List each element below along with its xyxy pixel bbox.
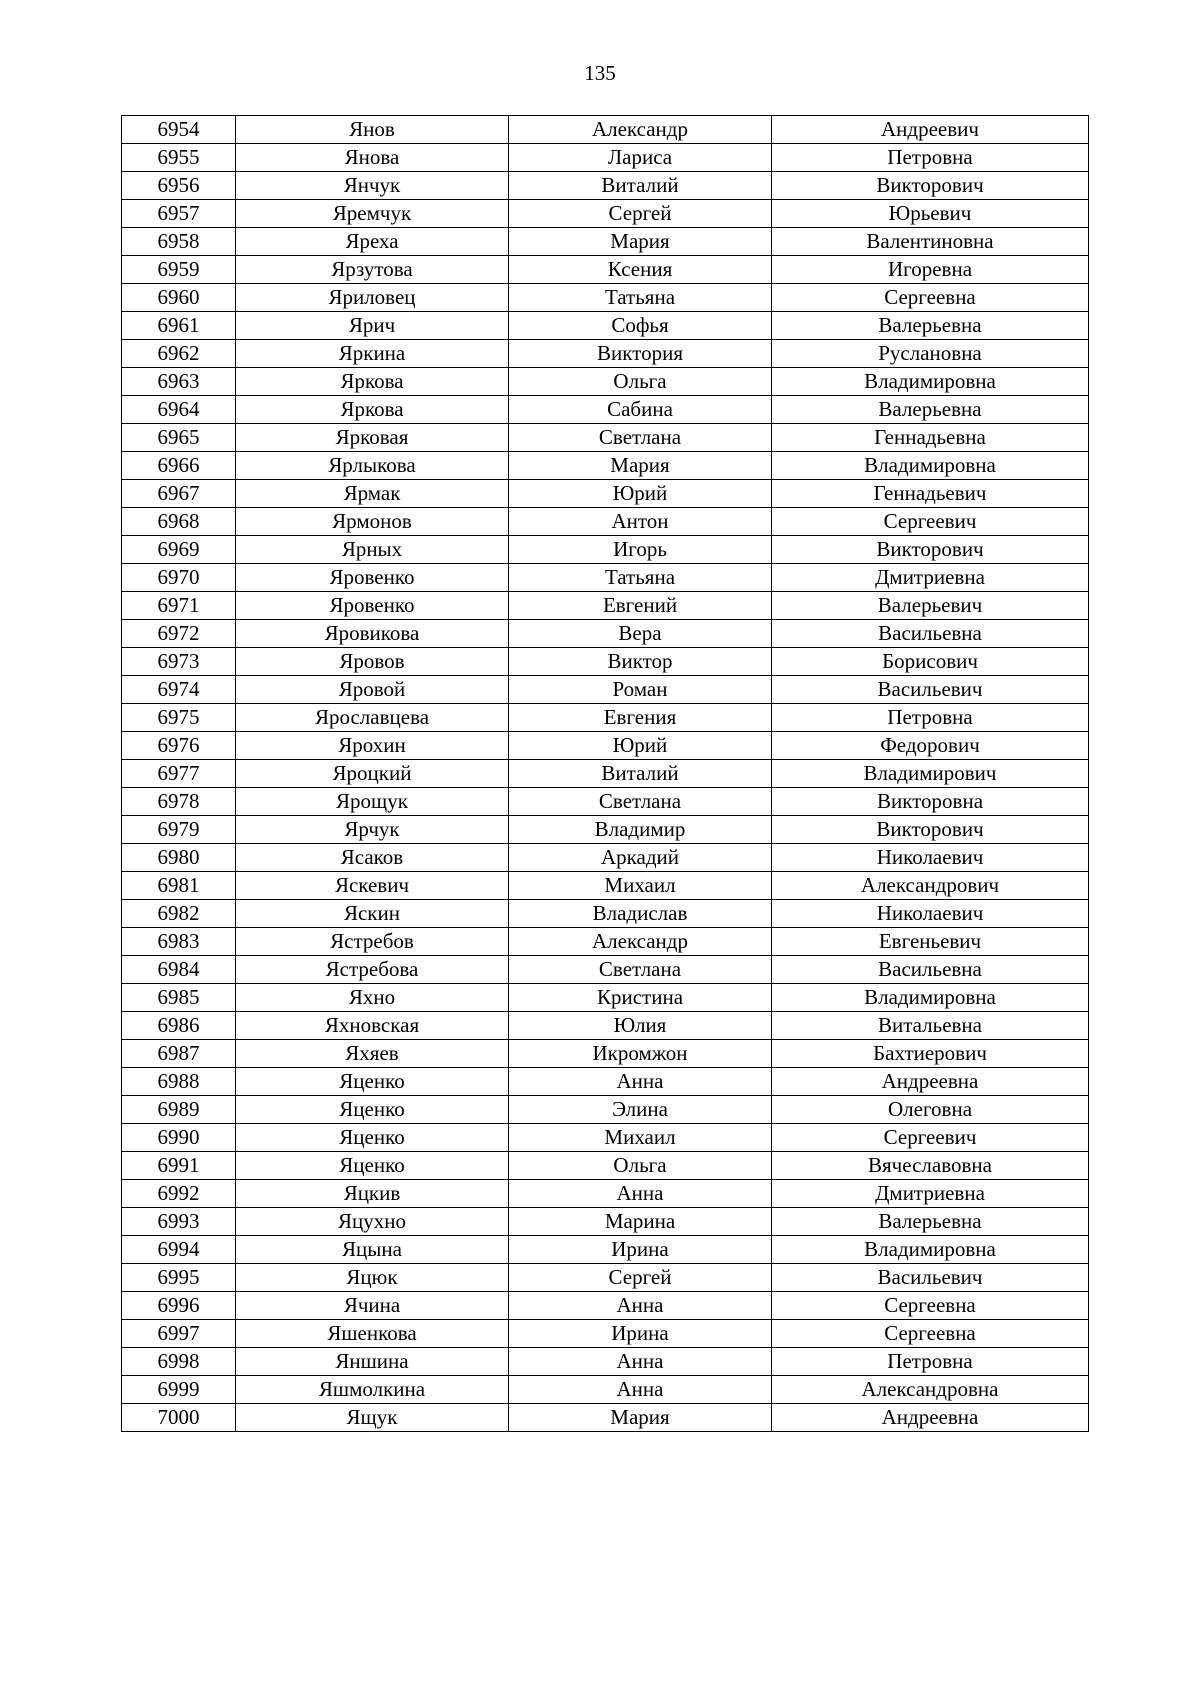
patronymic-cell: Дмитриевна — [772, 564, 1089, 592]
row-number-cell: 6990 — [122, 1124, 236, 1152]
last-name-cell: Яремчук — [236, 200, 509, 228]
patronymic-cell: Викторовна — [772, 788, 1089, 816]
last-name-cell: Яцына — [236, 1236, 509, 1264]
row-number-cell: 6976 — [122, 732, 236, 760]
patronymic-cell: Витальевна — [772, 1012, 1089, 1040]
first-name-cell: Мария — [509, 228, 772, 256]
first-name-cell: Виталий — [509, 172, 772, 200]
patronymic-cell: Андреевна — [772, 1068, 1089, 1096]
first-name-cell: Сергей — [509, 200, 772, 228]
first-name-cell: Светлана — [509, 424, 772, 452]
page-number: 135 — [584, 61, 616, 85]
first-name-cell: Анна — [509, 1068, 772, 1096]
patronymic-cell: Евгеньевич — [772, 928, 1089, 956]
first-name-cell: Анна — [509, 1180, 772, 1208]
table-row — [122, 172, 1089, 200]
first-name-cell: Ксения — [509, 256, 772, 284]
first-name-cell: Роман — [509, 676, 772, 704]
last-name-cell: Янова — [236, 144, 509, 172]
row-number-cell: 6970 — [122, 564, 236, 592]
last-name-cell: Ярзутова — [236, 256, 509, 284]
table-row — [122, 844, 1089, 872]
table-row — [122, 1264, 1089, 1292]
last-name-cell: Яреха — [236, 228, 509, 256]
patronymic-cell: Геннадьевна — [772, 424, 1089, 452]
table-row — [122, 648, 1089, 676]
first-name-cell: Кристина — [509, 984, 772, 1012]
last-name-cell: Яхяев — [236, 1040, 509, 1068]
roster-table-body — [122, 116, 1089, 1432]
row-number-cell: 6986 — [122, 1012, 236, 1040]
table-row — [122, 1180, 1089, 1208]
patronymic-cell: Петровна — [772, 144, 1089, 172]
patronymic-cell: Валентиновна — [772, 228, 1089, 256]
last-name-cell: Ярохин — [236, 732, 509, 760]
table-row — [122, 1096, 1089, 1124]
row-number-cell: 6999 — [122, 1376, 236, 1404]
first-name-cell: Светлана — [509, 788, 772, 816]
table-row — [122, 508, 1089, 536]
first-name-cell: Виталий — [509, 760, 772, 788]
patronymic-cell: Васильевич — [772, 1264, 1089, 1292]
first-name-cell: Ирина — [509, 1320, 772, 1348]
row-number-cell: 6973 — [122, 648, 236, 676]
table-row — [122, 116, 1089, 144]
first-name-cell: Евгения — [509, 704, 772, 732]
table-row — [122, 704, 1089, 732]
row-number-cell: 6996 — [122, 1292, 236, 1320]
row-number-cell: 6988 — [122, 1068, 236, 1096]
last-name-cell: Ярославцева — [236, 704, 509, 732]
last-name-cell: Яскин — [236, 900, 509, 928]
first-name-cell: Татьяна — [509, 284, 772, 312]
row-number-cell: 6975 — [122, 704, 236, 732]
first-name-cell: Антон — [509, 508, 772, 536]
first-name-cell: Ирина — [509, 1236, 772, 1264]
table-row — [122, 984, 1089, 1012]
row-number-cell: 6966 — [122, 452, 236, 480]
first-name-cell: Ольга — [509, 368, 772, 396]
first-name-cell: Софья — [509, 312, 772, 340]
last-name-cell: Ясаков — [236, 844, 509, 872]
last-name-cell: Яцкив — [236, 1180, 509, 1208]
last-name-cell: Ярич — [236, 312, 509, 340]
row-number-cell: 6997 — [122, 1320, 236, 1348]
last-name-cell: Ярковая — [236, 424, 509, 452]
patronymic-cell: Владимировна — [772, 1236, 1089, 1264]
first-name-cell: Владислав — [509, 900, 772, 928]
patronymic-cell: Николаевич — [772, 844, 1089, 872]
last-name-cell: Яценко — [236, 1124, 509, 1152]
patronymic-cell: Васильевич — [772, 676, 1089, 704]
last-name-cell: Ярмак — [236, 480, 509, 508]
table-row — [122, 396, 1089, 424]
first-name-cell: Виктор — [509, 648, 772, 676]
first-name-cell: Юлия — [509, 1012, 772, 1040]
row-number-cell: 6968 — [122, 508, 236, 536]
first-name-cell: Александр — [509, 116, 772, 144]
first-name-cell: Юрий — [509, 732, 772, 760]
table-row — [122, 200, 1089, 228]
last-name-cell: Ящук — [236, 1404, 509, 1432]
table-row — [122, 872, 1089, 900]
row-number-cell: 6959 — [122, 256, 236, 284]
table-row — [122, 1152, 1089, 1180]
table-row — [122, 564, 1089, 592]
patronymic-cell: Владимировна — [772, 368, 1089, 396]
row-number-cell: 6974 — [122, 676, 236, 704]
last-name-cell: Яцюк — [236, 1264, 509, 1292]
table-row — [122, 1404, 1089, 1432]
row-number-cell: 6989 — [122, 1096, 236, 1124]
last-name-cell: Янчук — [236, 172, 509, 200]
row-number-cell: 6957 — [122, 200, 236, 228]
row-number-cell: 6983 — [122, 928, 236, 956]
last-name-cell: Яровенко — [236, 592, 509, 620]
row-number-cell: 7000 — [122, 1404, 236, 1432]
table-row — [122, 1012, 1089, 1040]
first-name-cell: Татьяна — [509, 564, 772, 592]
row-number-cell: 6962 — [122, 340, 236, 368]
row-number-cell: 6984 — [122, 956, 236, 984]
row-number-cell: 6995 — [122, 1264, 236, 1292]
row-number-cell: 6998 — [122, 1348, 236, 1376]
last-name-cell: Яншина — [236, 1348, 509, 1376]
table-row — [122, 480, 1089, 508]
first-name-cell: Икромжон — [509, 1040, 772, 1068]
patronymic-cell: Сергеевич — [772, 1124, 1089, 1152]
first-name-cell: Аркадий — [509, 844, 772, 872]
table-row — [122, 536, 1089, 564]
patronymic-cell: Сергеевич — [772, 508, 1089, 536]
table-row — [122, 676, 1089, 704]
row-number-cell: 6969 — [122, 536, 236, 564]
patronymic-cell: Викторович — [772, 172, 1089, 200]
last-name-cell: Яшмолкина — [236, 1376, 509, 1404]
row-number-cell: 6964 — [122, 396, 236, 424]
table-row — [122, 1068, 1089, 1096]
table-row — [122, 760, 1089, 788]
row-number-cell: 6993 — [122, 1208, 236, 1236]
first-name-cell: Сабина — [509, 396, 772, 424]
patronymic-cell: Дмитриевна — [772, 1180, 1089, 1208]
first-name-cell: Анна — [509, 1292, 772, 1320]
first-name-cell: Михаил — [509, 872, 772, 900]
row-number-cell: 6981 — [122, 872, 236, 900]
first-name-cell: Ольга — [509, 1152, 772, 1180]
last-name-cell: Яровикова — [236, 620, 509, 648]
first-name-cell: Анна — [509, 1376, 772, 1404]
last-name-cell: Ярмонов — [236, 508, 509, 536]
patronymic-cell: Николаевич — [772, 900, 1089, 928]
first-name-cell: Виктория — [509, 340, 772, 368]
row-number-cell: 6980 — [122, 844, 236, 872]
last-name-cell: Яроцкий — [236, 760, 509, 788]
patronymic-cell: Владимирович — [772, 760, 1089, 788]
patronymic-cell: Юрьевич — [772, 200, 1089, 228]
patronymic-cell: Александрович — [772, 872, 1089, 900]
patronymic-cell: Андреевна — [772, 1404, 1089, 1432]
table-row — [122, 928, 1089, 956]
row-number-cell: 6963 — [122, 368, 236, 396]
table-row — [122, 1376, 1089, 1404]
table-row — [122, 620, 1089, 648]
last-name-cell: Ярных — [236, 536, 509, 564]
patronymic-cell: Валерьевич — [772, 592, 1089, 620]
patronymic-cell: Валерьевна — [772, 396, 1089, 424]
last-name-cell: Яровенко — [236, 564, 509, 592]
table-row — [122, 424, 1089, 452]
table-row — [122, 788, 1089, 816]
patronymic-cell: Валерьевна — [772, 1208, 1089, 1236]
first-name-cell: Александр — [509, 928, 772, 956]
roster-table — [121, 115, 1089, 1432]
first-name-cell: Мария — [509, 1404, 772, 1432]
last-name-cell: Яцухно — [236, 1208, 509, 1236]
first-name-cell: Сергей — [509, 1264, 772, 1292]
table-row — [122, 1208, 1089, 1236]
row-number-cell: 6992 — [122, 1180, 236, 1208]
first-name-cell: Марина — [509, 1208, 772, 1236]
patronymic-cell: Геннадьевич — [772, 480, 1089, 508]
first-name-cell: Евгений — [509, 592, 772, 620]
row-number-cell: 6971 — [122, 592, 236, 620]
patronymic-cell: Викторович — [772, 816, 1089, 844]
first-name-cell: Владимир — [509, 816, 772, 844]
row-number-cell: 6991 — [122, 1152, 236, 1180]
table-row — [122, 1124, 1089, 1152]
last-name-cell: Яркина — [236, 340, 509, 368]
first-name-cell: Лариса — [509, 144, 772, 172]
patronymic-cell: Сергеевна — [772, 284, 1089, 312]
last-name-cell: Яшенкова — [236, 1320, 509, 1348]
row-number-cell: 6982 — [122, 900, 236, 928]
patronymic-cell: Руслановна — [772, 340, 1089, 368]
row-number-cell: 6960 — [122, 284, 236, 312]
last-name-cell: Ярчук — [236, 816, 509, 844]
last-name-cell: Ячина — [236, 1292, 509, 1320]
last-name-cell: Ястребова — [236, 956, 509, 984]
row-number-cell: 6978 — [122, 788, 236, 816]
last-name-cell: Яркова — [236, 396, 509, 424]
table-row — [122, 1320, 1089, 1348]
row-number-cell: 6972 — [122, 620, 236, 648]
patronymic-cell: Федорович — [772, 732, 1089, 760]
first-name-cell: Юрий — [509, 480, 772, 508]
last-name-cell: Яровов — [236, 648, 509, 676]
row-number-cell: 6979 — [122, 816, 236, 844]
table-row — [122, 228, 1089, 256]
patronymic-cell: Игоревна — [772, 256, 1089, 284]
table-row — [122, 144, 1089, 172]
row-number-cell: 6954 — [122, 116, 236, 144]
table-row — [122, 1040, 1089, 1068]
patronymic-cell: Петровна — [772, 704, 1089, 732]
patronymic-cell: Васильевна — [772, 956, 1089, 984]
table-row — [122, 816, 1089, 844]
first-name-cell: Игорь — [509, 536, 772, 564]
row-number-cell: 6994 — [122, 1236, 236, 1264]
table-row — [122, 956, 1089, 984]
row-number-cell: 6961 — [122, 312, 236, 340]
first-name-cell: Анна — [509, 1348, 772, 1376]
patronymic-cell: Васильевна — [772, 620, 1089, 648]
row-number-cell: 6955 — [122, 144, 236, 172]
first-name-cell: Вера — [509, 620, 772, 648]
first-name-cell: Мария — [509, 452, 772, 480]
patronymic-cell: Вячеславовна — [772, 1152, 1089, 1180]
patronymic-cell: Сергеевна — [772, 1292, 1089, 1320]
patronymic-cell: Валерьевна — [772, 312, 1089, 340]
patronymic-cell: Борисович — [772, 648, 1089, 676]
patronymic-cell: Владимировна — [772, 452, 1089, 480]
last-name-cell: Яровой — [236, 676, 509, 704]
table-row — [122, 1292, 1089, 1320]
last-name-cell: Яценко — [236, 1152, 509, 1180]
last-name-cell: Яркова — [236, 368, 509, 396]
patronymic-cell: Сергеевна — [772, 1320, 1089, 1348]
first-name-cell: Элина — [509, 1096, 772, 1124]
row-number-cell: 6958 — [122, 228, 236, 256]
patronymic-cell: Викторович — [772, 536, 1089, 564]
row-number-cell: 6977 — [122, 760, 236, 788]
table-row — [122, 368, 1089, 396]
last-name-cell: Яценко — [236, 1068, 509, 1096]
last-name-cell: Ярощук — [236, 788, 509, 816]
patronymic-cell: Петровна — [772, 1348, 1089, 1376]
table-row — [122, 1348, 1089, 1376]
patronymic-cell: Бахтиерович — [772, 1040, 1089, 1068]
last-name-cell: Яхно — [236, 984, 509, 1012]
row-number-cell: 6965 — [122, 424, 236, 452]
table-row — [122, 452, 1089, 480]
row-number-cell: 6956 — [122, 172, 236, 200]
first-name-cell: Светлана — [509, 956, 772, 984]
table-row — [122, 284, 1089, 312]
patronymic-cell: Александровна — [772, 1376, 1089, 1404]
patronymic-cell: Владимировна — [772, 984, 1089, 1012]
table-row — [122, 592, 1089, 620]
row-number-cell: 6985 — [122, 984, 236, 1012]
last-name-cell: Янов — [236, 116, 509, 144]
first-name-cell: Михаил — [509, 1124, 772, 1152]
row-number-cell: 6967 — [122, 480, 236, 508]
last-name-cell: Ястребов — [236, 928, 509, 956]
table-row — [122, 256, 1089, 284]
last-name-cell: Яхновская — [236, 1012, 509, 1040]
last-name-cell: Яскевич — [236, 872, 509, 900]
table-row — [122, 732, 1089, 760]
table-row — [122, 900, 1089, 928]
patronymic-cell: Олеговна — [772, 1096, 1089, 1124]
last-name-cell: Ярлыкова — [236, 452, 509, 480]
patronymic-cell: Андреевич — [772, 116, 1089, 144]
table-row — [122, 312, 1089, 340]
table-row — [122, 1236, 1089, 1264]
row-number-cell: 6987 — [122, 1040, 236, 1068]
table-row — [122, 340, 1089, 368]
last-name-cell: Яриловец — [236, 284, 509, 312]
last-name-cell: Яценко — [236, 1096, 509, 1124]
